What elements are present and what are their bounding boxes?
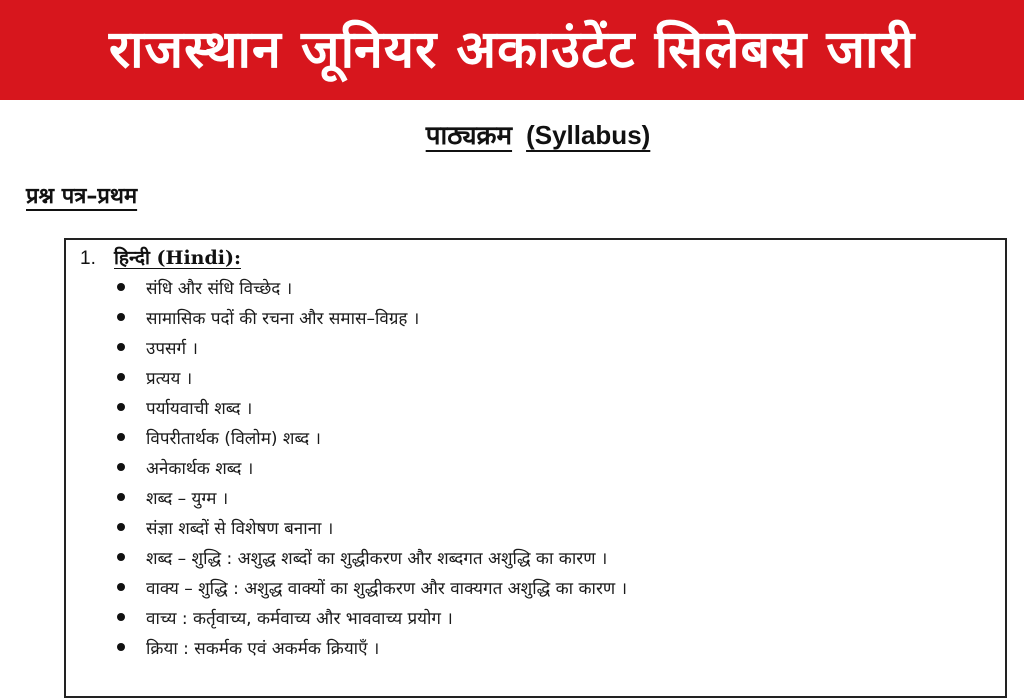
section-number: 1. [80, 248, 96, 269]
topic-item [66, 512, 627, 542]
bullet-icon [117, 583, 125, 591]
syllabus-title [0, 116, 1024, 152]
topic-item [66, 302, 627, 332]
topic-item [66, 422, 627, 452]
topic-text: शब्द – युग्म । [146, 488, 229, 509]
topic-text: वाक्य – शुद्धि : अशुद्ध वाक्यों का शुद्धीकरण और वाक्यगत अशुद्धि का कारण । [146, 578, 628, 599]
topic-text: वाच्य : कर्तृवाच्य, कर्मवाच्य और भाववाच्य प्रयोग । [146, 608, 453, 629]
topic-item [66, 362, 627, 392]
bullet-icon [117, 523, 125, 531]
bullet-icon [117, 433, 125, 441]
topic-item [66, 542, 627, 572]
topic-text: अनेकार्थक शब्द । [146, 458, 254, 479]
section-heading [80, 244, 241, 270]
header-banner [0, 0, 1024, 100]
bullet-icon [117, 643, 125, 651]
topic-item [66, 332, 627, 362]
topic-text: विपरीतार्थक (विलोम) शब्द । [146, 428, 321, 449]
bullet-icon [117, 283, 125, 291]
topic-item [66, 272, 627, 302]
section-title: हिन्दी (Hindi): [114, 247, 241, 269]
syllabus-title-english: (Syllabus) [526, 120, 651, 150]
topic-text: संधि और संधि विच्छेद । [146, 278, 293, 299]
bullet-icon [117, 463, 125, 471]
topic-text: उपसर्ग । [146, 338, 198, 359]
topic-text: क्रिया : सकर्मक एवं अकर्मक क्रियाएँ । [146, 638, 380, 659]
syllabus-box [64, 238, 1007, 698]
topic-item [66, 572, 627, 602]
paper-heading: प्रश्न पत्र–प्रथम [26, 184, 138, 209]
topic-text: सामासिक पदों की रचना और समास–विग्रह । [146, 308, 420, 329]
bullet-icon [117, 373, 125, 381]
syllabus-title-hindi: पाठ्यक्रम [425, 121, 513, 151]
topic-text: पर्यायवाची शब्द । [146, 398, 253, 419]
banner-title: राजस्थान जूनियर अकाउंटेंट सिलेबस जारी [108, 20, 916, 80]
bullet-icon [117, 553, 125, 561]
bullet-icon [117, 403, 125, 411]
topic-text: प्रत्यय । [146, 368, 193, 389]
bullet-icon [117, 313, 125, 321]
topic-item [66, 632, 627, 662]
topic-item [66, 602, 627, 632]
bullet-icon [117, 493, 125, 501]
bullet-icon [117, 613, 125, 621]
topic-text: संज्ञा शब्दों से विशेषण बनाना । [146, 518, 334, 539]
bullet-icon [117, 343, 125, 351]
topic-item [66, 482, 627, 512]
topic-list [66, 272, 627, 662]
topic-text: शब्द – शुद्धि : अशुद्ध शब्दों का शुद्धीकरण और शब्दगत अशुद्धि का कारण । [146, 548, 608, 569]
topic-item [66, 392, 627, 422]
topic-item [66, 452, 627, 482]
